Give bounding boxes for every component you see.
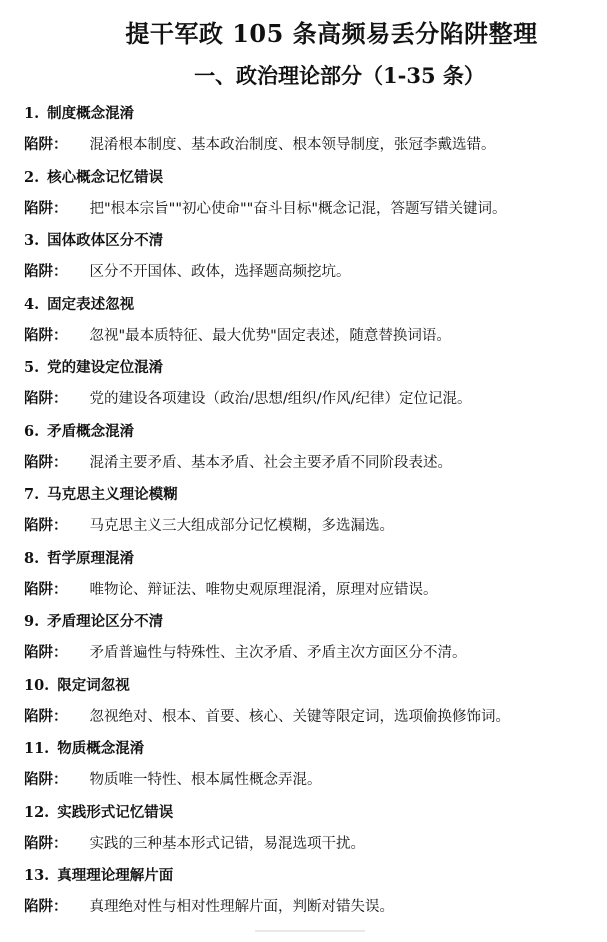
item-heading: 核心概念记忆错误 <box>47 169 164 186</box>
trap-label: 陷阱： <box>24 200 68 217</box>
trap-line <box>24 319 597 353</box>
item-number: 10. <box>24 676 50 694</box>
item-number: 8. <box>24 549 40 567</box>
item-number: 6. <box>24 422 40 440</box>
item-heading: 党的建设定位混淆 <box>47 360 164 376</box>
list-item <box>24 608 597 672</box>
list-item <box>24 862 597 926</box>
item-number: 7. <box>24 486 40 503</box>
item-number: 12. <box>24 803 50 821</box>
item-number: 5. <box>24 359 40 376</box>
item-heading: 马克思主义理论模糊 <box>47 487 178 503</box>
trap-text: 混淆主要矛盾、基本矛盾、社会主要矛盾不同阶段表述。 <box>89 454 452 471</box>
trap-line <box>24 573 597 607</box>
list-item <box>24 100 597 164</box>
trap-label: 陷阱： <box>24 137 68 153</box>
item-number: 3. <box>24 232 40 249</box>
trap-text: 把"根本宗旨""初心使命""奋斗目标"概念记混，答题写错关键词。 <box>89 200 507 217</box>
trap-label: 陷阱： <box>24 835 68 852</box>
item-heading-line <box>24 862 597 890</box>
item-number: 4. <box>24 295 40 313</box>
trap-line <box>24 763 597 797</box>
list-item <box>24 672 597 736</box>
section-title: 一、政治理论部分（1-35 条） <box>194 63 485 88</box>
item-heading: 哲学原理混淆 <box>47 550 135 567</box>
trap-label: 陷阱： <box>24 581 68 598</box>
item-heading-line <box>24 418 597 446</box>
trap-line <box>24 255 597 289</box>
list-item <box>24 418 597 482</box>
page-bottom-divider <box>255 930 365 942</box>
list-item <box>24 481 597 545</box>
item-heading-line <box>24 799 597 827</box>
trap-label: 陷阱： <box>24 645 68 661</box>
trap-label: 陷阱： <box>24 772 68 788</box>
item-number: 13. <box>24 867 50 884</box>
item-heading-line <box>24 608 597 636</box>
item-heading-line <box>24 672 597 700</box>
trap-line <box>24 192 597 226</box>
item-number: 2. <box>24 168 40 186</box>
trap-label: 陷阱： <box>24 518 68 534</box>
trap-text: 实践的三种基本形式记错，易混选项干扰。 <box>89 835 365 852</box>
item-heading: 国体政体区分不清 <box>47 233 164 249</box>
item-number: 9. <box>24 613 40 630</box>
trap-line <box>24 128 597 162</box>
page-title: 提干军政 105 条高频易丢分陷阱整理 <box>125 19 538 48</box>
trap-text: 唯物论、辩证法、唯物史观原理混淆，原理对应错误。 <box>89 581 438 598</box>
trap-list <box>24 100 597 926</box>
trap-line <box>24 827 597 861</box>
list-item <box>24 354 597 418</box>
trap-line <box>24 509 597 543</box>
item-number: 11. <box>24 740 50 757</box>
item-heading-line <box>24 545 597 573</box>
item-heading-line <box>24 735 597 763</box>
item-heading-line <box>24 291 597 319</box>
item-heading-line <box>24 481 597 509</box>
item-heading-line <box>24 354 597 382</box>
trap-label: 陷阱： <box>24 708 68 725</box>
trap-text: 马克思主义三大组成部分记忆模糊，多选漏选。 <box>89 518 394 534</box>
trap-label: 陷阱： <box>24 454 68 471</box>
trap-text: 忽视"最本质特征、最大优势"固定表述，随意替换词语。 <box>89 327 451 344</box>
list-item <box>24 227 597 291</box>
trap-line <box>24 636 597 670</box>
item-heading: 矛盾概念混淆 <box>47 423 135 440</box>
list-item <box>24 164 597 228</box>
item-heading: 固定表述忽视 <box>47 296 135 313</box>
trap-label: 陷阱： <box>24 264 68 280</box>
trap-text: 物质唯一特性、根本属性概念弄混。 <box>89 772 322 788</box>
trap-line <box>24 890 597 924</box>
trap-text: 真理绝对性与相对性理解片面，判断对错失误。 <box>89 899 394 915</box>
item-heading: 实践形式记忆错误 <box>57 804 174 821</box>
item-heading: 制度概念混淆 <box>47 106 135 122</box>
trap-text: 混淆根本制度、基本政治制度、根本领导制度，张冠李戴选错。 <box>89 137 496 153</box>
trap-text: 党的建设各项建设（政治/思想/组织/作风/纪律）定位记混。 <box>89 391 472 407</box>
item-heading: 限定词忽视 <box>57 677 130 694</box>
trap-text: 区分不开国体、政体，选择题高频挖坑。 <box>89 264 351 280</box>
list-item <box>24 799 597 863</box>
trap-line <box>24 382 597 416</box>
trap-label: 陷阱： <box>24 391 68 407</box>
item-heading: 矛盾理论区分不清 <box>47 614 164 630</box>
item-heading-line <box>24 227 597 255</box>
item-heading: 真理理论理解片面 <box>57 868 174 884</box>
item-heading-line <box>24 164 597 192</box>
trap-label: 陷阱： <box>24 899 68 915</box>
trap-text: 矛盾普遍性与特殊性、主次矛盾、矛盾主次方面区分不清。 <box>89 645 467 661</box>
list-item <box>24 545 597 609</box>
trap-line <box>24 700 597 734</box>
trap-label: 陷阱： <box>24 327 68 344</box>
trap-text: 忽视绝对、根本、首要、核心、关键等限定词，选项偷换修饰词。 <box>89 708 510 725</box>
item-heading: 物质概念混淆 <box>57 741 145 757</box>
list-item <box>24 735 597 799</box>
trap-line <box>24 446 597 480</box>
list-item <box>24 291 597 355</box>
item-heading-line <box>24 100 597 128</box>
item-number: 1. <box>24 105 40 122</box>
